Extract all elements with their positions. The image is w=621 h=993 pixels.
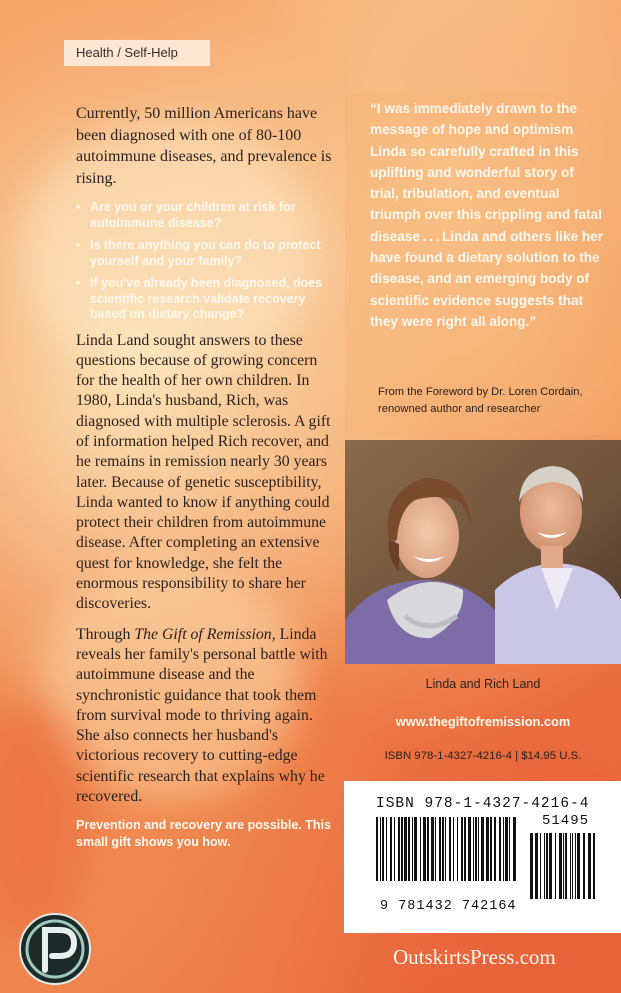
barcode-bar xyxy=(435,817,436,881)
barcode-bar xyxy=(475,817,477,881)
barcode-bar xyxy=(473,817,474,881)
website-link[interactable]: www.thegiftofremission.com xyxy=(395,714,571,729)
endorsement-quote: “I was immediately drawn to the message of hope and optimism Linda so carefully crafted in this uplifting and wonderful story of trial, tribulation, and eventual triumph over this crippling and fatal disease . . . Linda and others like her have found a dietary solution to the disease, and an emerging body of scientific evidence suggests that they were right all along.” xyxy=(370,101,603,329)
barcode-bar xyxy=(481,817,484,881)
barcode-bar xyxy=(382,817,384,881)
barcode-bar xyxy=(565,833,567,899)
barcode-bar xyxy=(535,833,538,899)
question-item: • Is there anything you can do to protect yourself and your family? xyxy=(76,238,334,269)
barcode-bar xyxy=(575,833,576,899)
quote-attribution: From the Foreword by Dr. Loren Cordain, renowned author and researcher xyxy=(378,386,583,415)
barcode-price-code: 51495 xyxy=(542,813,590,829)
barcode-bar xyxy=(404,817,407,881)
price-barcode-bars xyxy=(530,833,596,899)
question-item: • Are you or your children at risk for autoimmune disease? xyxy=(76,200,334,231)
author-photo xyxy=(345,440,621,664)
story-paragraph: Linda Land sought answers to these questions because of growing concern for the health of her own children. In 1980, Linda's husband, Rich, was diagnosed with multiple sclerosis. A gift of information helped Rich recover, and he remains in remission nearly 30 years later. Because of genetic susceptibility, Linda wanted to know if anything could protect their children from autoimmune disease. After completing an extensive quest for knowledge, she felt the enormous responsibility to share her discoveries. xyxy=(76,331,331,613)
paragraph-text: Through xyxy=(76,625,135,643)
barcode-bar xyxy=(559,833,562,899)
barcode-bar xyxy=(494,817,496,881)
question-item: • If you've already been diagnosed, does scientific research validate recovery based on dietary change? xyxy=(76,276,334,323)
barcode-digits: 9 781432 742164 xyxy=(380,899,517,914)
barcode-bar xyxy=(394,817,395,881)
photo-caption: Linda and Rich Land xyxy=(425,677,541,691)
barcode-bar xyxy=(499,817,501,881)
barcode-bar xyxy=(549,833,552,899)
barcode-bar xyxy=(468,817,471,881)
intro-text: Currently, 50 million Americans have been diagnosed with one of 80-100 autoimmune diseases, and prevalence is rising. xyxy=(76,105,332,187)
barcode-bar xyxy=(593,833,595,899)
barcode-bar xyxy=(505,817,508,881)
barcode-bar xyxy=(439,817,441,881)
barcode-bar xyxy=(449,817,451,881)
barcode-bar xyxy=(442,817,444,881)
outskirts-press-logo-icon xyxy=(18,912,92,986)
barcode-bar xyxy=(398,817,400,881)
category-label: Health / Self-Help xyxy=(64,40,210,66)
barcode-bar xyxy=(380,817,381,881)
barcode-bar xyxy=(486,817,489,881)
barcode-bar xyxy=(420,817,421,881)
barcode-bar xyxy=(390,817,392,881)
barcode-bar xyxy=(376,817,378,881)
barcode-isbn-text: ISBN 978-1-4327-4216-4 xyxy=(376,796,590,812)
barcode-bar xyxy=(588,833,591,899)
barcode-bar xyxy=(427,817,429,881)
book-title: The Gift of Remission xyxy=(134,625,272,643)
barcode-bar xyxy=(563,833,564,899)
barcode-bar xyxy=(583,833,585,899)
barcode-bar xyxy=(490,817,492,881)
barcode-bar xyxy=(530,833,533,899)
barcode-bar xyxy=(461,817,463,881)
barcode-bar xyxy=(513,817,516,881)
book-paragraph xyxy=(76,625,334,808)
barcode-bar xyxy=(431,817,434,881)
barcode-bar xyxy=(401,817,403,881)
barcode-bar xyxy=(577,833,580,899)
description-column xyxy=(76,103,334,851)
barcode-bar xyxy=(423,817,426,881)
barcode-bar xyxy=(408,817,410,881)
barcode-bar xyxy=(540,833,541,899)
barcode-bar xyxy=(464,817,466,881)
barcode-bar xyxy=(453,817,454,881)
barcode-bar xyxy=(457,817,458,881)
barcode-bar xyxy=(555,833,556,899)
barcode-bar xyxy=(509,817,510,881)
barcode-bar xyxy=(412,817,413,881)
barcode-bar xyxy=(386,817,387,881)
barcode-bar xyxy=(503,817,504,881)
paragraph-text: , Linda reveals her family's personal battle with autoimmune disease and the synchronistic guidance that took them from survival mode to thriving again. She also connects her husband's victorious recovery to cutting-edge scientific research that explains why he recovered. xyxy=(76,625,328,806)
publisher-name[interactable]: OutskirtsPress.com xyxy=(393,945,556,969)
isbn-price-line: ISBN 978-1-4327-4216-4 | $14.95 U.S. xyxy=(384,750,582,762)
barcode-bar xyxy=(546,833,548,899)
barcode-bar xyxy=(414,817,417,881)
barcode-bar xyxy=(572,833,573,899)
closing-tagline: Prevention and recovery are possible. This small gift shows you how. xyxy=(76,818,331,850)
barcode-bar xyxy=(544,833,545,899)
barcode-bar xyxy=(570,833,571,899)
question-list xyxy=(76,200,334,323)
barcode-bar xyxy=(445,817,446,881)
barcode-bar xyxy=(478,817,479,881)
barcode-bars xyxy=(376,817,516,881)
